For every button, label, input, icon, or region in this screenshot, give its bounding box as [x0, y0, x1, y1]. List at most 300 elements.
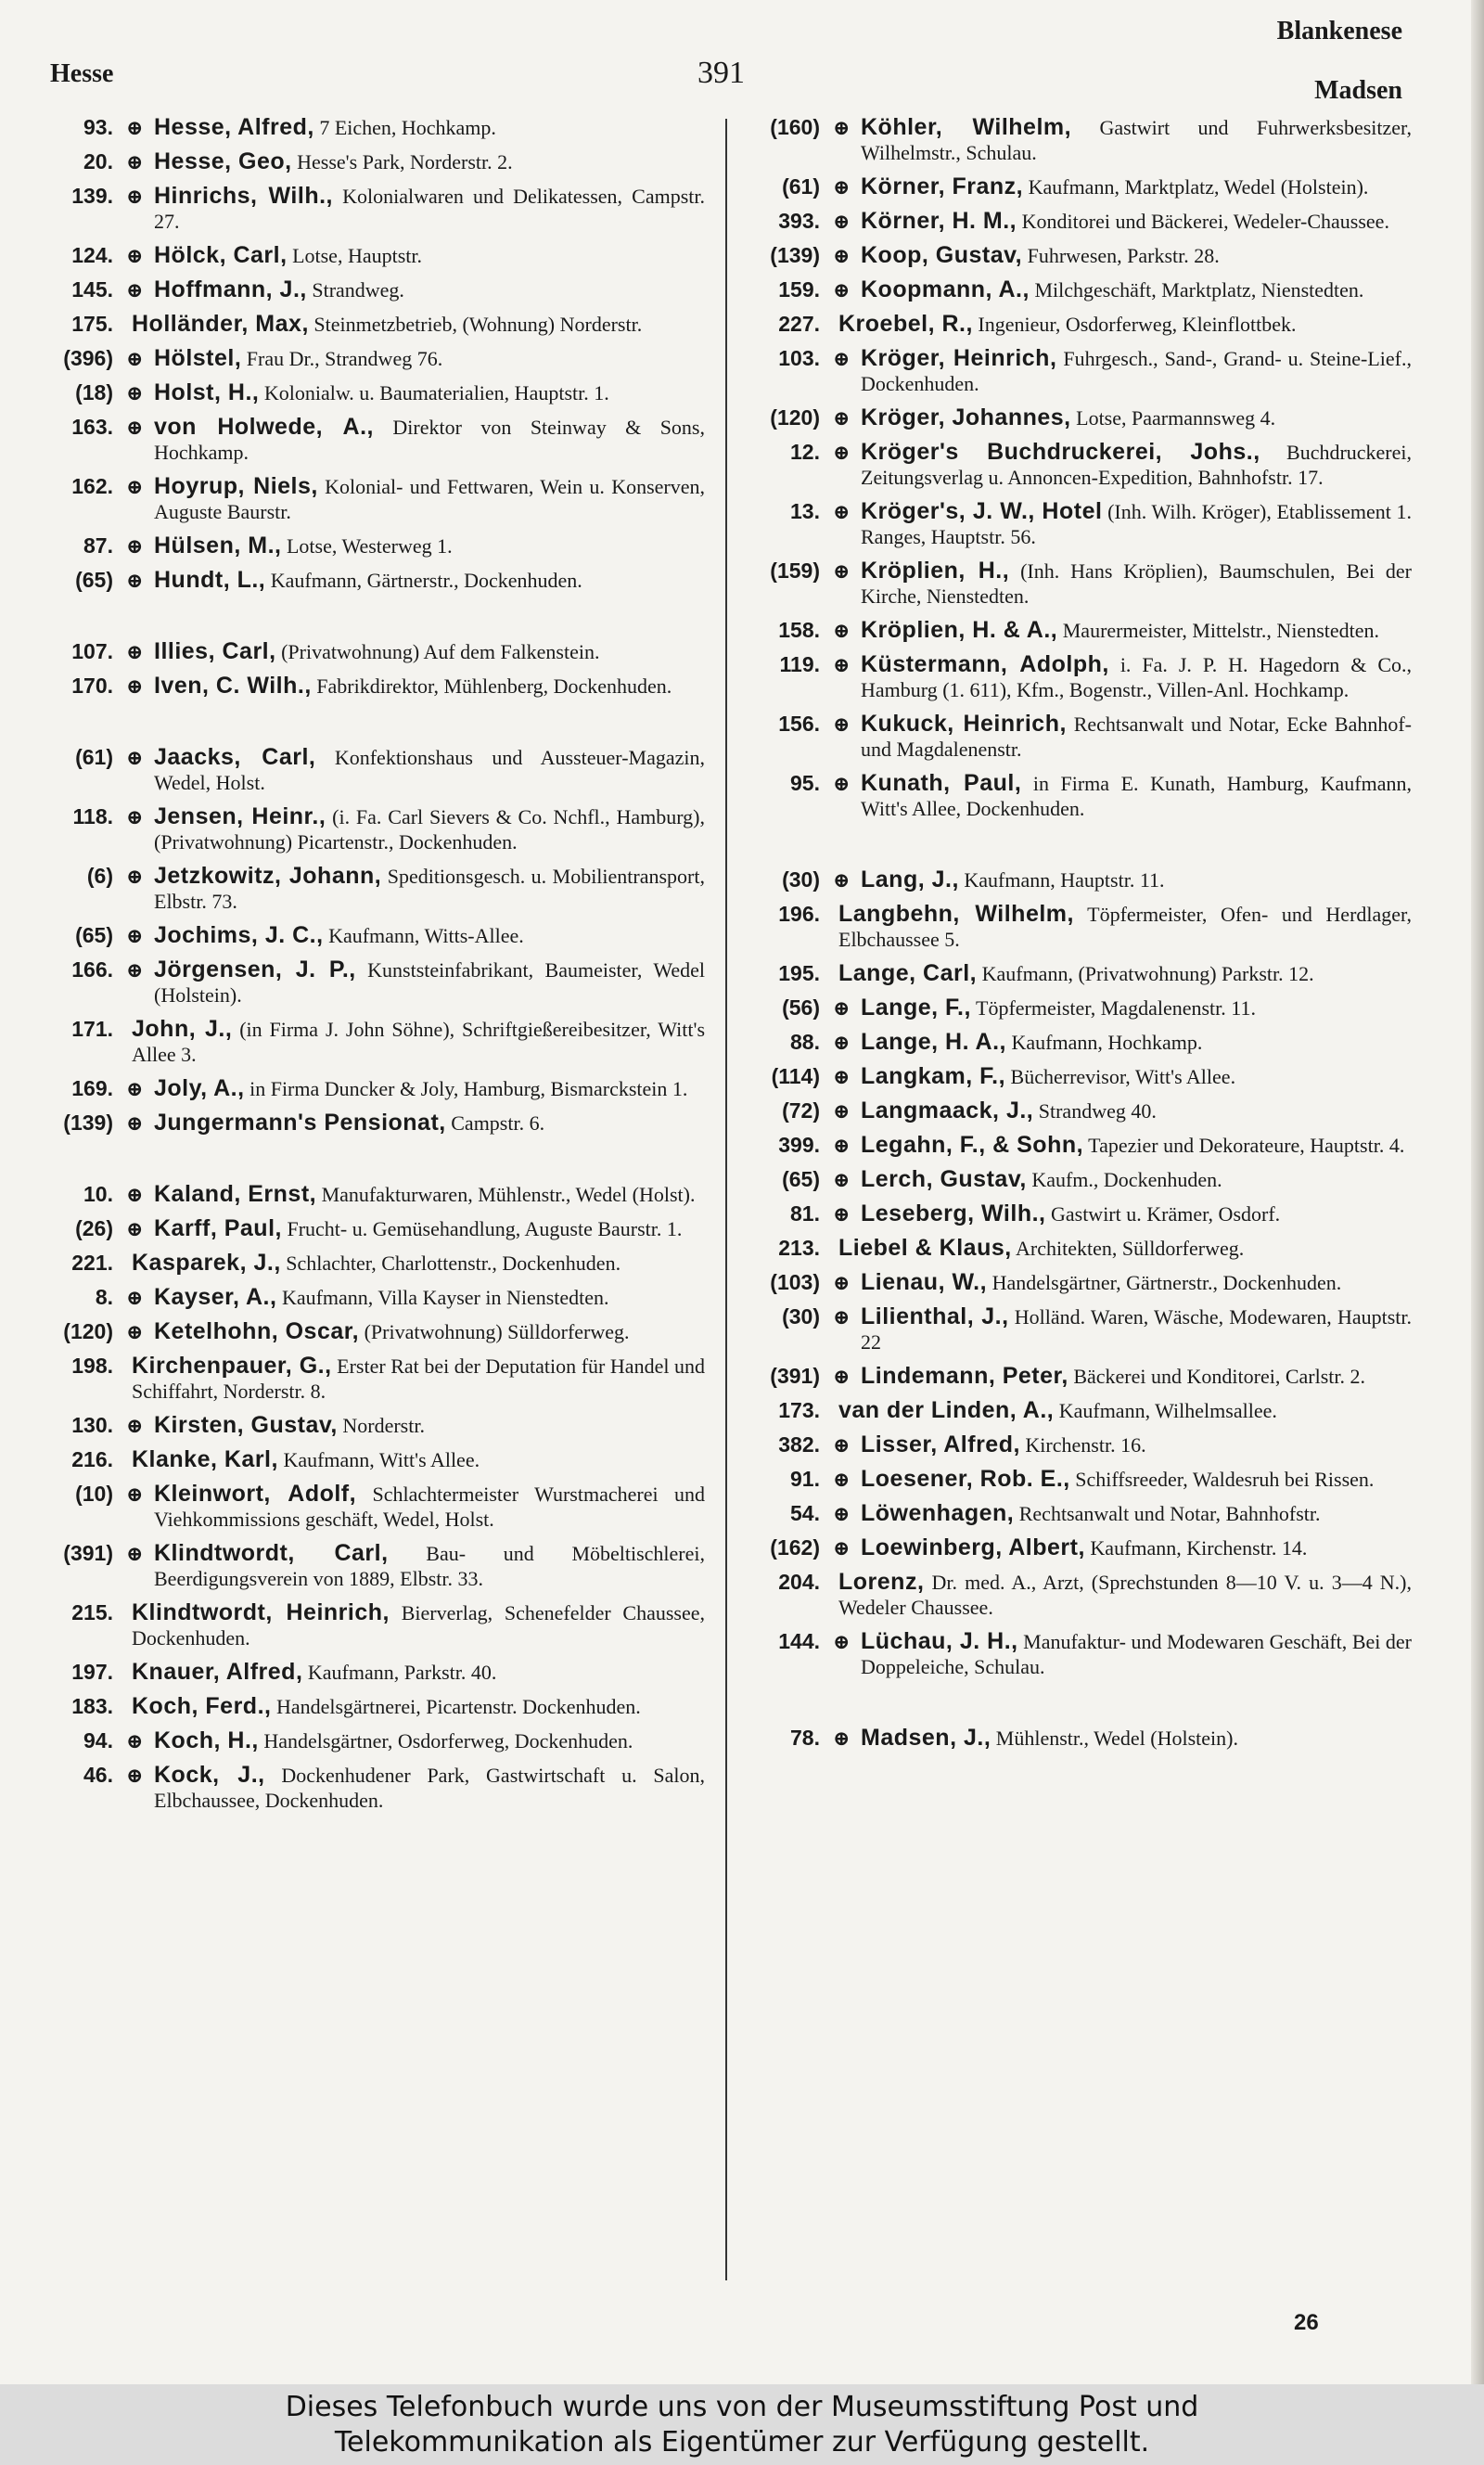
- entry-name: Körner, Franz,: [861, 173, 1024, 199]
- entry-number: 393.: [778, 209, 820, 233]
- telephone-mark-icon: ⊕: [126, 534, 144, 558]
- telephone-mark-icon: ⊕: [126, 924, 144, 947]
- directory-entry: [35, 745, 705, 795]
- directory-entry: [35, 804, 705, 854]
- entry-number: (30): [782, 1304, 820, 1329]
- entry-text: [154, 1216, 705, 1241]
- entry-name: Illies, Carl,: [154, 638, 276, 664]
- entry-number: 10.: [83, 1182, 113, 1206]
- entry-number: (159): [770, 558, 820, 583]
- directory-entry: [742, 1501, 1412, 1526]
- entry-details: Ingenieur, Osdorferweg, Kleinflottbek.: [978, 313, 1297, 336]
- entry-details: (Inh. Wilh. Kröger), Etablissement 1. Ranges, Hauptstr. 56.: [861, 500, 1412, 548]
- directory-entry: [35, 1017, 705, 1067]
- entry-details: Kaufmann, Parkstr. 40.: [307, 1661, 497, 1684]
- entry-name: Liebel & Klaus,: [838, 1235, 1012, 1261]
- entry-text: [154, 533, 705, 558]
- entry-number: 118.: [72, 804, 113, 828]
- section-gap: [742, 1688, 1412, 1716]
- entry-number: (120): [770, 405, 820, 430]
- entry-number: 175.: [71, 312, 113, 336]
- entry-name: Koch, H.,: [154, 1727, 259, 1753]
- telephone-mark-icon: ⊕: [126, 116, 144, 139]
- entry-name: Knauer, Alfred,: [132, 1659, 303, 1685]
- entry-name: Kirchenpauer, G.,: [132, 1353, 332, 1379]
- entry-text: [861, 1467, 1412, 1492]
- page-edge-shadow: [1471, 0, 1484, 2384]
- entry-number: (6): [86, 864, 113, 888]
- entry-name: Kunath, Paul,: [861, 770, 1022, 796]
- entry-details: Strandweg 40.: [1038, 1099, 1157, 1123]
- entry-details: Fuhrgesch., Sand-, Grand- u. Steine-Lief., Dockenhuden.: [861, 347, 1413, 395]
- directory-entry: [742, 1236, 1412, 1261]
- directory-entry: [35, 184, 705, 234]
- directory-entry: [742, 209, 1412, 234]
- telephone-mark-icon: ⊕: [833, 278, 851, 302]
- entry-details: Frucht- u. Gemüsehandlung, Auguste Baurstr. 1.: [287, 1217, 683, 1240]
- entry-details: Kolonial- und Fettwaren, Wein u. Konserven, Auguste Baurstr.: [154, 475, 706, 523]
- entry-details: Rechtsanwalt und Notar, Ecke Bahnhof- und Magdalenenstr.: [861, 713, 1413, 761]
- directory-entry: [742, 1167, 1412, 1192]
- entry-number: (139): [63, 1111, 113, 1135]
- entry-text: [861, 1364, 1412, 1389]
- entry-number: 227.: [778, 312, 820, 336]
- entry-number: (72): [782, 1098, 820, 1123]
- entry-details: Campstr. 6.: [451, 1111, 545, 1135]
- entry-text: [154, 639, 705, 664]
- entry-text: [154, 864, 705, 914]
- entry-text: [154, 804, 705, 854]
- entry-details: Bäckerei und Konditorei, Carlstr. 2.: [1073, 1365, 1365, 1388]
- directory-entry: [742, 995, 1412, 1021]
- telephone-mark-icon: ⊕: [126, 569, 144, 592]
- directory-entry: [35, 1111, 705, 1136]
- entry-name: Lerch, Gustav,: [861, 1166, 1027, 1192]
- entry-number: 87.: [83, 533, 113, 558]
- entry-name: Jaacks, Carl,: [154, 744, 316, 770]
- entry-number: (396): [63, 346, 113, 370]
- entry-name: Legahn, F., & Sohn,: [861, 1132, 1084, 1158]
- telephone-mark-icon: ⊕: [833, 441, 851, 464]
- entry-details: Milchgeschäft, Marktplatz, Nienstedten.: [1034, 278, 1364, 302]
- directory-entry: [35, 380, 705, 405]
- entry-details: Kaufmann, (Privatwohnung) Parkstr. 12.: [981, 962, 1314, 985]
- entry-name: Kock, J.,: [154, 1762, 265, 1788]
- directory-entry: [742, 558, 1412, 609]
- entry-text: [861, 558, 1412, 609]
- directory-entry: [35, 957, 705, 1008]
- entry-details: Dr. med. A., Arzt, (Sprechstunden 8—10 V. u. 3—4 N.), Wedeler Chaussee.: [838, 1571, 1412, 1619]
- entry-number: (10): [75, 1482, 113, 1506]
- entry-text: [132, 312, 705, 337]
- entry-text: [154, 1182, 705, 1207]
- entry-name: Langmaack, J.,: [861, 1098, 1034, 1123]
- entry-number: 197.: [71, 1660, 113, 1684]
- entry-details: Kaufmann, Wilhelmsallee.: [1058, 1399, 1277, 1422]
- entry-text: [861, 209, 1412, 234]
- telephone-mark-icon: ⊕: [126, 347, 144, 370]
- entry-details: (Privatwohnung) Auf dem Falkenstein.: [281, 640, 600, 663]
- entry-name: Kleinwort, Adolf,: [154, 1481, 357, 1507]
- entry-name: Kröplien, H.,: [861, 558, 1010, 584]
- directory-entry: [35, 1076, 705, 1101]
- entry-text: [861, 1535, 1412, 1560]
- section-gap: [35, 1145, 705, 1173]
- entry-number: (391): [770, 1364, 820, 1388]
- entry-number: 20.: [83, 149, 113, 173]
- telephone-mark-icon: ⊕: [833, 210, 851, 233]
- entry-number: 78.: [790, 1726, 820, 1750]
- entry-details: Kaufm., Dockenhuden.: [1031, 1168, 1222, 1191]
- telephone-mark-icon: ⊕: [833, 868, 851, 892]
- directory-entry: [742, 243, 1412, 268]
- entry-number: 13.: [790, 499, 820, 523]
- telephone-mark-icon: ⊕: [126, 244, 144, 267]
- directory-entry: [35, 346, 705, 371]
- entry-details: 7 Eichen, Hochkamp.: [319, 116, 496, 139]
- entry-text: [861, 1030, 1412, 1055]
- directory-entry: [742, 1535, 1412, 1560]
- entry-name: Klindtwordt, Carl,: [154, 1540, 389, 1566]
- entry-name: Kröger's Buchdruckerei, Johs.,: [861, 439, 1260, 465]
- entry-name: Hölck, Carl,: [154, 242, 288, 268]
- entry-number: (120): [63, 1319, 113, 1343]
- entry-number: 139.: [71, 184, 113, 208]
- entry-name: Karff, Paul,: [154, 1215, 282, 1241]
- directory-entry: [35, 474, 705, 524]
- entry-name: Hoffmann, J.,: [154, 276, 307, 302]
- entry-details: Lotse, Paarmannsweg 4.: [1076, 406, 1276, 430]
- entry-text: [861, 174, 1412, 199]
- entry-details: Schlachter, Charlottenstr., Dockenhuden.: [286, 1252, 621, 1275]
- entry-name: Lange, F.,: [861, 995, 971, 1021]
- telephone-mark-icon: ⊕: [126, 381, 144, 404]
- entry-details: Tapezier und Dekorateure, Hauptstr. 4.: [1088, 1134, 1405, 1157]
- telephone-mark-icon: ⊕: [126, 1542, 144, 1565]
- entry-details: Lotse, Westerweg 1.: [286, 534, 453, 558]
- directory-entry: [35, 1660, 705, 1685]
- entry-text: [838, 1570, 1412, 1620]
- header-town: Blankenese: [1276, 17, 1402, 45]
- directory-entry: [742, 1098, 1412, 1123]
- entry-details: Rechtsanwalt und Notar, Bahnhofstr.: [1018, 1502, 1321, 1525]
- telephone-mark-icon: ⊕: [126, 1111, 144, 1135]
- entry-name: Hölstel,: [154, 345, 242, 371]
- telephone-mark-icon: ⊕: [833, 1065, 851, 1088]
- directory-entry: [742, 405, 1412, 430]
- entry-name: Lorenz,: [838, 1569, 925, 1595]
- entry-number: 103.: [778, 346, 820, 370]
- entry-number: 91.: [790, 1467, 820, 1491]
- entry-text: [861, 499, 1412, 549]
- directory-entry: [35, 243, 705, 268]
- entry-text: [838, 961, 1412, 986]
- section-gap: [742, 830, 1412, 858]
- entry-number: 163.: [71, 415, 113, 439]
- telephone-mark-icon: ⊕: [833, 1271, 851, 1294]
- entry-details: Konfektionshaus und Aussteuer-Magazin, Wedel, Holst.: [154, 746, 705, 794]
- entry-number: (26): [75, 1216, 113, 1240]
- directory-entry: [742, 1030, 1412, 1055]
- entry-name: Hoyrup, Niels,: [154, 473, 318, 499]
- entry-name: Lang, J.,: [861, 867, 959, 892]
- entry-name: Kayser, A.,: [154, 1284, 277, 1310]
- left-column: [35, 115, 705, 1813]
- entry-text: [861, 277, 1412, 302]
- entry-name: Hülsen, M.,: [154, 533, 282, 558]
- entry-name: Leseberg, Wilh.,: [861, 1200, 1046, 1226]
- directory-entry: [35, 864, 705, 914]
- directory-entry: [742, 115, 1412, 165]
- entry-name: Lilienthal, J.,: [861, 1303, 1009, 1329]
- entry-details: Handelsgärtnerei, Picartenstr. Dockenhuden.: [275, 1695, 641, 1718]
- entry-number: 130.: [71, 1413, 113, 1437]
- entry-text: [154, 380, 705, 405]
- telephone-mark-icon: ⊕: [833, 1536, 851, 1560]
- directory-entry: [742, 1432, 1412, 1457]
- entry-text: [861, 405, 1412, 430]
- entry-text: [154, 243, 705, 268]
- entry-number: 156.: [778, 712, 820, 736]
- entry-name: von Holwede, A.,: [154, 414, 374, 440]
- page-number: 391: [697, 56, 745, 90]
- entry-name: Iven, C. Wilh.,: [154, 673, 312, 699]
- directory-entry: [35, 1319, 705, 1344]
- entry-number: (65): [782, 1167, 820, 1191]
- footer-notice: [0, 2384, 1484, 2465]
- entry-details: Bücherrevisor, Witt's Allee.: [1010, 1065, 1236, 1088]
- entry-details: Töpfermeister, Magdalenenstr. 11.: [976, 996, 1256, 1020]
- entry-text: [154, 149, 705, 174]
- entry-number: 93.: [83, 115, 113, 139]
- entry-number: 94.: [83, 1728, 113, 1752]
- entry-name: Madsen, J.,: [861, 1725, 991, 1751]
- entry-details: Lotse, Hauptstr.: [292, 244, 422, 267]
- telephone-mark-icon: ⊕: [833, 619, 851, 642]
- entry-text: [861, 1064, 1412, 1089]
- entry-name: Hesse, Geo,: [154, 148, 292, 174]
- telephone-mark-icon: ⊕: [833, 1433, 851, 1457]
- entry-details: Fuhrwesen, Parkstr. 28.: [1027, 244, 1220, 267]
- telephone-mark-icon: ⊕: [126, 475, 144, 498]
- telephone-mark-icon: ⊕: [833, 175, 851, 199]
- entry-name: Hesse, Alfred,: [154, 114, 314, 140]
- directory-entry: [35, 923, 705, 948]
- entry-name: Koop, Gustav,: [861, 242, 1023, 268]
- entry-name: Körner, H. M.,: [861, 208, 1017, 234]
- entry-name: Jungermann's Pensionat,: [154, 1110, 446, 1136]
- entry-details: in Firma E. Kunath, Hamburg, Kaufmann, Witt's Allee, Dockenhuden.: [861, 772, 1413, 820]
- entry-name: Kröger's, J. W., Hotel: [861, 498, 1103, 524]
- entry-name: Kröplien, H. & A.,: [861, 617, 1058, 643]
- telephone-mark-icon: ⊕: [833, 1134, 851, 1157]
- telephone-mark-icon: ⊕: [126, 958, 144, 982]
- entry-number: (160): [770, 115, 820, 139]
- entry-text: [861, 1201, 1412, 1226]
- entry-details: Kaufmann, Gärtnerstr., Dockenhuden.: [270, 569, 582, 592]
- directory-entry: [742, 652, 1412, 702]
- entry-text: [861, 115, 1412, 165]
- entry-text: [154, 1728, 705, 1753]
- directory-entry: [35, 533, 705, 558]
- entry-details: Frau Dr., Strandweg 76.: [246, 347, 443, 370]
- directory-entry: [742, 961, 1412, 986]
- entry-text: [861, 1304, 1412, 1354]
- directory-entry: [742, 1398, 1412, 1423]
- directory-entry: [35, 149, 705, 174]
- entry-details: Dockenhudener Park, Gastwirtschaft u. Salon, Elbchaussee, Dockenhuden.: [154, 1764, 705, 1812]
- directory-entry: [35, 1447, 705, 1472]
- entry-name: Lange, Carl,: [838, 960, 978, 986]
- entry-text: [132, 1447, 705, 1472]
- telephone-mark-icon: ⊕: [833, 1468, 851, 1491]
- directory-entry: [742, 712, 1412, 762]
- entry-details: Gastwirt u. Krämer, Osdorf.: [1050, 1202, 1281, 1226]
- entry-number: 399.: [778, 1133, 820, 1157]
- directory-entry: [35, 1541, 705, 1591]
- directory-entry: [35, 1482, 705, 1532]
- directory-entry: [742, 867, 1412, 892]
- entry-text: [154, 568, 705, 593]
- entry-text: [154, 346, 705, 371]
- entry-details: Schiffsreeder, Waldesruh bei Rissen.: [1075, 1468, 1375, 1491]
- telephone-mark-icon: ⊕: [126, 1320, 144, 1343]
- entry-number: 46.: [83, 1763, 113, 1787]
- entry-number: (162): [770, 1535, 820, 1560]
- entry-details: Kaufmann, Witt's Allee.: [283, 1448, 480, 1471]
- directory-entry: [35, 568, 705, 593]
- directory-entry: [742, 1133, 1412, 1158]
- entry-text: [861, 1270, 1412, 1295]
- entry-details: Kolonialw. u. Baumaterialien, Hauptstr. 1.: [263, 381, 609, 404]
- directory-entry: [35, 1728, 705, 1753]
- entry-details: Kaufmann, Witts-Allee.: [328, 924, 524, 947]
- entry-name: Jochims, J. C.,: [154, 922, 324, 948]
- header-right-keyword: Madsen: [1314, 76, 1402, 105]
- entry-details: Handelsgärtner, Gärtnerstr., Dockenhuden.: [991, 1271, 1342, 1294]
- entry-text: [132, 1251, 705, 1276]
- entry-number: 171.: [71, 1017, 113, 1041]
- entry-name: Kröger, Heinrich,: [861, 345, 1057, 371]
- entry-text: [861, 1629, 1412, 1679]
- entry-number: 196.: [778, 902, 820, 926]
- column-divider: [725, 119, 727, 2280]
- telephone-mark-icon: ⊕: [126, 674, 144, 698]
- directory-entry: [742, 1570, 1412, 1620]
- entry-text: [154, 745, 705, 795]
- entry-text: [154, 1111, 705, 1136]
- entry-number: 81.: [790, 1201, 820, 1226]
- telephone-mark-icon: ⊕: [833, 996, 851, 1020]
- entry-number: (65): [75, 568, 113, 592]
- entry-text: [132, 1354, 705, 1404]
- entry-details: Maurermeister, Mittelstr., Nienstedten.: [1062, 619, 1380, 642]
- entry-name: Koch, Ferd.,: [132, 1693, 272, 1719]
- entry-details: Kunststeinfabrikant, Baumeister, Wedel (Holstein).: [154, 958, 705, 1007]
- telephone-mark-icon: ⊕: [126, 1217, 144, 1240]
- entry-name: Hinrichs, Wilh.,: [154, 183, 333, 209]
- telephone-mark-icon: ⊕: [833, 1727, 851, 1750]
- entry-text: [861, 1133, 1412, 1158]
- entry-name: Köhler, Wilhelm,: [861, 114, 1072, 140]
- entry-number: 198.: [71, 1354, 113, 1378]
- entry-text: [132, 1694, 705, 1719]
- telephone-mark-icon: ⊕: [126, 1483, 144, 1506]
- entry-name: Loewinberg, Albert,: [861, 1534, 1085, 1560]
- entry-number: 195.: [778, 961, 820, 985]
- entry-name: Kaland, Ernst,: [154, 1181, 317, 1207]
- directory-entry: [742, 499, 1412, 549]
- directory-entry: [742, 312, 1412, 337]
- entry-number: (391): [63, 1541, 113, 1565]
- entry-details: Norderstr.: [342, 1414, 425, 1437]
- entry-number: (18): [75, 380, 113, 404]
- entry-details: Erster Rat bei der Deputation für Handel und Schiffahrt, Norderstr. 8.: [132, 1354, 705, 1403]
- entry-number: (61): [75, 745, 113, 769]
- telephone-mark-icon: ⊕: [833, 772, 851, 795]
- entry-name: Langbehn, Wilhelm,: [838, 901, 1074, 927]
- entry-name: Küstermann, Adolph,: [861, 651, 1109, 677]
- entry-number: 170.: [71, 674, 113, 698]
- entry-details: Fabrikdirektor, Mühlenberg, Dockenhuden.: [316, 674, 672, 698]
- telephone-mark-icon: ⊕: [833, 559, 851, 583]
- entry-number: 119.: [779, 652, 820, 676]
- entry-details: Holländ. Waren, Wäsche, Modewaren, Hauptstr. 22: [861, 1305, 1413, 1354]
- entry-details: Schlachtermeister Wurstmacherei und Viehkommissions geschäft, Wedel, Holst.: [154, 1483, 705, 1531]
- entry-name: Lienau, W.,: [861, 1269, 988, 1295]
- directory-entry: [35, 312, 705, 337]
- entry-number: (103): [770, 1270, 820, 1294]
- telephone-mark-icon: ⊕: [126, 185, 144, 208]
- entry-name: Langkam, F.,: [861, 1063, 1006, 1089]
- entry-name: Lindemann, Peter,: [861, 1363, 1068, 1389]
- entry-number: 124.: [71, 243, 113, 267]
- entry-text: [861, 771, 1412, 821]
- entry-details: Handelsgärtner, Osdorferweg, Dockenhuden.: [263, 1729, 633, 1752]
- directory-entry: [35, 639, 705, 664]
- entry-details: Speditionsgesch. u. Mobilientransport, Elbstr. 73.: [154, 865, 705, 913]
- entry-name: Koopmann, A.,: [861, 276, 1030, 302]
- entry-number: 183.: [71, 1694, 113, 1718]
- telephone-mark-icon: ⊕: [833, 500, 851, 523]
- telephone-mark-icon: ⊕: [833, 244, 851, 267]
- entry-details: Hesse's Park, Norderstr. 2.: [297, 150, 513, 173]
- entry-text: [154, 184, 705, 234]
- entry-text: [132, 1600, 705, 1650]
- entry-name: Löwenhagen,: [861, 1500, 1015, 1526]
- entry-number: 54.: [790, 1501, 820, 1525]
- telephone-mark-icon: ⊕: [126, 1729, 144, 1752]
- entry-number: (114): [771, 1064, 820, 1088]
- telephone-mark-icon: ⊕: [833, 1031, 851, 1054]
- entry-text: [861, 346, 1412, 396]
- entry-details: (Inh. Hans Kröplien), Baumschulen, Bei der Kirche, Nienstedten.: [861, 559, 1413, 608]
- telephone-mark-icon: ⊕: [833, 1305, 851, 1329]
- entry-text: [154, 115, 705, 140]
- entry-text: [861, 618, 1412, 643]
- entry-text: [838, 312, 1412, 337]
- entry-text: [154, 277, 705, 302]
- telephone-mark-icon: ⊕: [833, 1502, 851, 1525]
- entry-number: 221.: [71, 1251, 113, 1275]
- entry-name: Klindtwordt, Heinrich,: [132, 1599, 390, 1625]
- telephone-mark-icon: ⊕: [126, 1077, 144, 1100]
- entry-details: (Privatwohnung) Sülldorferweg.: [364, 1320, 630, 1343]
- entry-name: Jetzkowitz, Johann,: [154, 863, 382, 889]
- directory-entry: [742, 1364, 1412, 1389]
- entry-text: [154, 923, 705, 948]
- entry-name: Holst, H.,: [154, 379, 260, 405]
